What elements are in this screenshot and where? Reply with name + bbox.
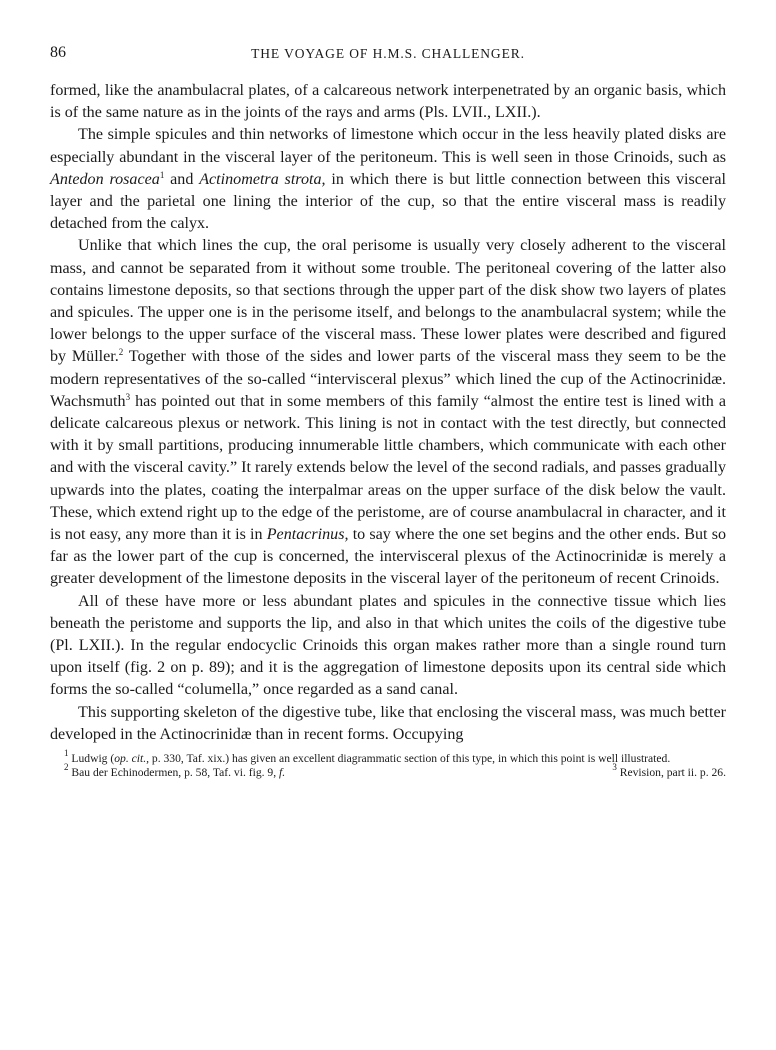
footnote-1: [50, 748, 726, 766]
paragraph-3: [50, 235, 726, 590]
footnote-2-figure-letter: f.: [279, 766, 286, 780]
running-head: THE VOYAGE OF H.M.S. CHALLENGER.: [251, 46, 525, 61]
book-page: [50, 44, 726, 781]
paragraph-2-text-a: The simple spicules and thin networks of limestone which occur in the less heavily plated disks are especially abundant in the visceral layer of the peritoneum. This is well seen in those Crinoids, such as: [50, 126, 726, 166]
footnote-2-mark: 2: [64, 762, 69, 773]
paragraph-2-text-c: in which there is but little connection between this visceral layer and the parietal one lining the interior of the cup, so that the entire visceral mass is readily detached from the calyx.: [50, 170, 726, 233]
footnote-1-text-b: p. 330, Taf. xix.) has given an excellent diagrammatic section of this type, in which this point is well illustrated.: [149, 752, 671, 766]
species-name-antedon: Antedon rosacea: [50, 170, 160, 188]
species-name-actinometra: Actinometra strota,: [199, 170, 326, 188]
footnote-2: [64, 762, 286, 780]
paragraph-3-text-c: has pointed out that in some members of this family “almost the entire test is lined with a delicate calcareous plexus or network. This lining is not in contact with the test directly, but connected with it by small partitions, producing innumerable little chambers, which communicate with each other and with the visceral cavity.” It rarely extends below the level of the second radials, and passes gradually upwards into the plates, coating the interpalmar areas on the upper surface of the disk below the vault. These, which extend right up to the edge of the peristome, are of course anambulacral in character, and it is not easy, any more than it is in: [50, 392, 726, 544]
footnote-ref-2: 2: [118, 347, 124, 358]
page-header: [50, 44, 726, 70]
footnote-3-text: Revision, part ii. p. 26.: [616, 766, 726, 780]
paragraph-2-text-b: and: [164, 170, 200, 188]
paragraph-4: All of these have more or less abundant plates and spicules in the connective tissue which lies beneath the peristome and supports the lip, and also in that which unites the coils of the digestive tube (Pl. LXII.). In the regular endocyclic Crinoids this organ makes rather more than a single round turn upon itself (fig. 2 on p. 89); and it is the aggregation of limestone deposits upon its central side which forms the so-called “columella,” once regarded as a sand canal.: [50, 592, 726, 699]
paragraph-2: [50, 124, 726, 235]
genus-name-pentacrinus: Pentacrinus,: [266, 526, 349, 544]
paragraph-3-text-d: to say where the one set begins and the other ends. But so far as the lower part of the cup is concerned, the intervisceral plexus of the Actinocrinidæ is merely a greater development of the limestone deposits in the visceral layer of the peritoneum of recent Crinoids.: [50, 526, 727, 588]
footnote-1-text-a: Ludwig (: [68, 752, 115, 766]
footnote-1-citation: op. cit.,: [114, 752, 150, 766]
page-number: 86: [50, 44, 66, 61]
footnote-row: [50, 762, 726, 780]
paragraph-1: formed, like the anambulacral plates, of a calcareous network interpenetrated by an organic basis, which is of the same nature as in the joints of the rays and arms (Pls. LVII., LXII.).: [50, 82, 726, 122]
footnote-2-text: Bau der Echinodermen, p. 58, Taf. vi. fig. 9,: [68, 766, 280, 780]
paragraph-3-text-a: Unlike that which lines the cup, the oral perisome is usually very closely adherent to the visceral mass, and cannot be separated from it without some trouble. The peritoneal covering of the latter also contains limestone deposits, so that sections through the upper part of the disk show two layers of plates and spicules. The upper one is in the perisome itself, and belongs to the anambulacral system; while the lower belongs to the upper surface of the visceral mass. These lower plates were described and figured by Müller.: [50, 237, 726, 366]
footnote-3-mark: 3: [612, 762, 617, 773]
footnote-3: [612, 762, 726, 780]
paragraph-3-text-b: Together with those of the sides and lower parts of the visceral mass they seem to be the modern representatives of the so-called “intervisceral plexus” which lined the cup of the Actinocrinidæ. Wachsmuth: [50, 348, 726, 410]
body-text: [50, 80, 726, 746]
footnote-ref-1: 1: [159, 169, 165, 180]
paragraph-5: This supporting skeleton of the digestive tube, like that enclosing the visceral mass, was much better developed in the Actinocrinidæ than in recent forms. Occupying: [50, 703, 726, 743]
footnote-1-mark: 1: [64, 748, 69, 759]
footnotes: [50, 748, 726, 780]
footnote-ref-3: 3: [125, 391, 131, 402]
